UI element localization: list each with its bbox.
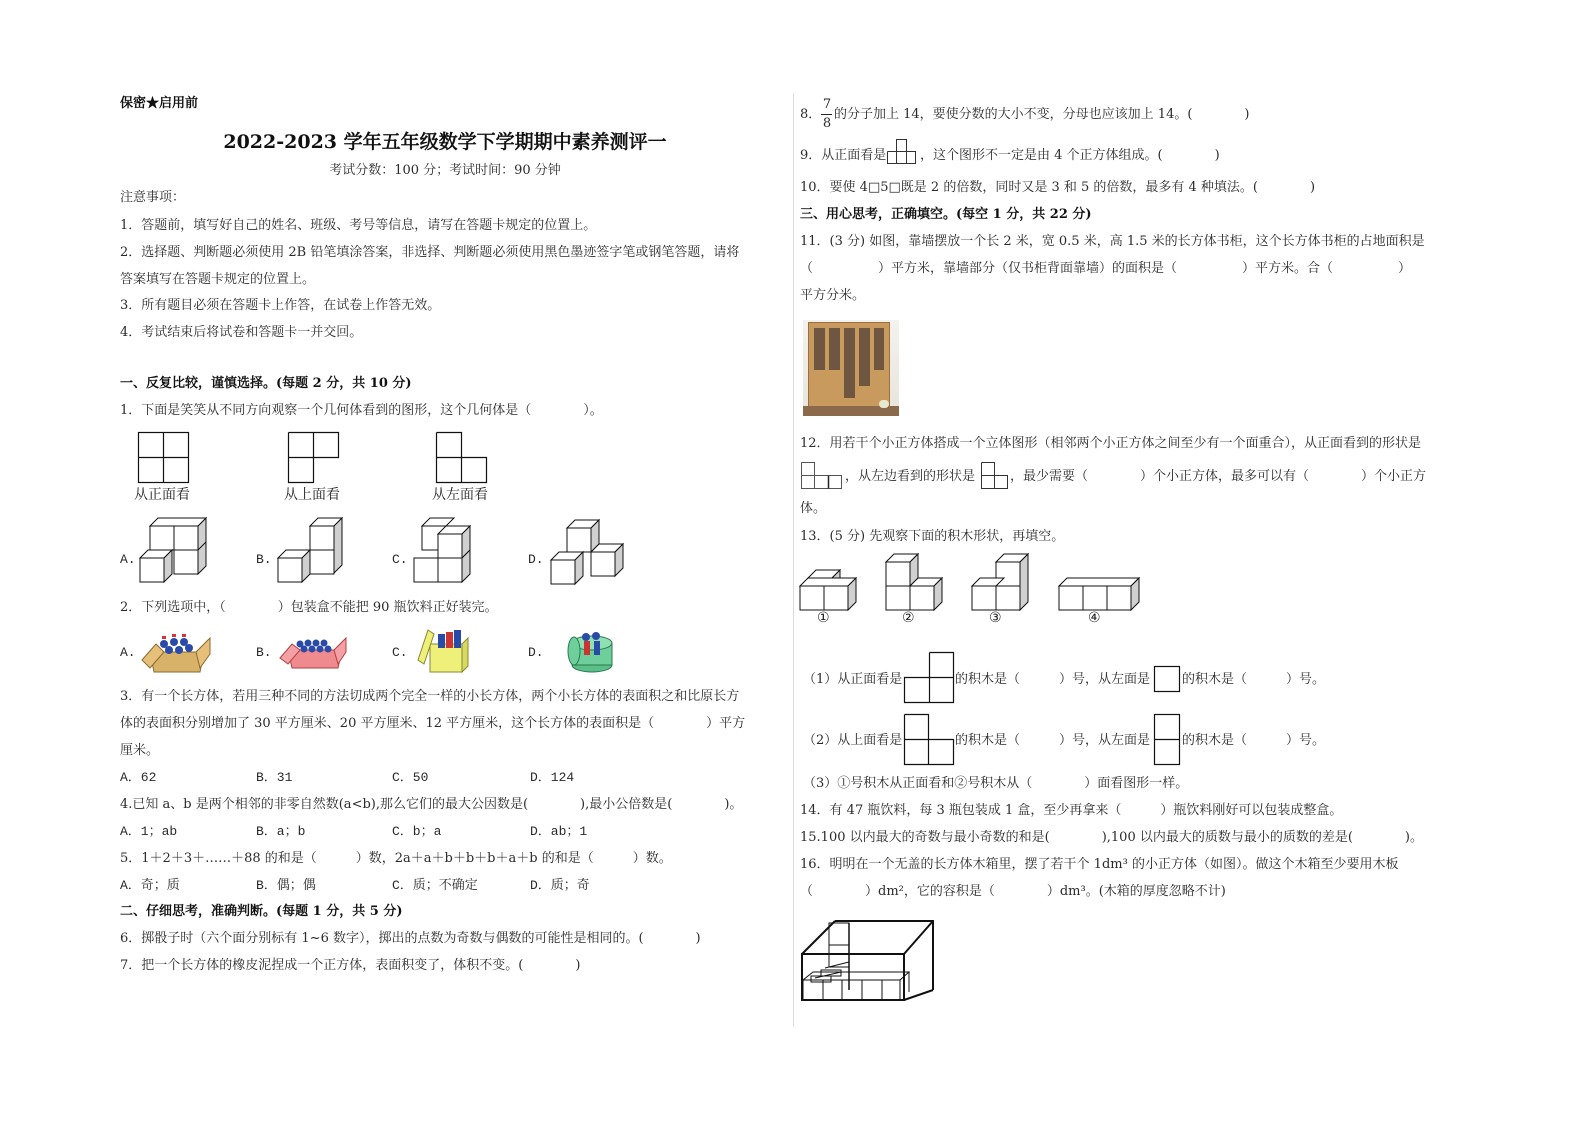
- q8-fraction-bar: [821, 114, 832, 115]
- q1-text: 1．下面是笑笑从不同方向观察一个几何体看到的图形，这个几何体是（ ）。: [120, 403, 603, 418]
- q2-option-c-box-image: [416, 626, 472, 674]
- q4-text: 4.已知 a、b 是两个相邻的非零自然数(a<b),那么它们的最大公因数是( ),最小公倍数是( )。: [120, 797, 743, 812]
- q8-denominator: 8: [822, 116, 832, 131]
- q1-option-c-label: C.: [392, 552, 408, 567]
- q5-text: 5．1＋2＋3＋……＋88 的和是（ ）数，2a＋a＋b＋b＋b＋a＋b 的和是（ ）数。: [120, 851, 672, 866]
- q3-option-b: B．31: [256, 770, 293, 785]
- q2-option-a-box-image: [142, 630, 212, 675]
- q14-text: 14．有 47 瓶饮料，每 3 瓶包装成 1 盒，至少再拿来（ ）瓶饮料刚好可以包装成整盒。: [800, 803, 1343, 818]
- q16-box-with-cubes-figure: [801, 920, 941, 1000]
- q13-sub1-left-figure: [1154, 666, 1182, 693]
- section1-heading: 一、反复比较，谨慎选择。(每题 2 分，共 10 分): [120, 376, 412, 391]
- q3-line2: 体的表面积分别增加了 30 平方厘米、20 平方厘米、12 平方厘米，这个长方体的表面积是（ ）平方: [120, 716, 746, 731]
- q1-option-b-cubes: [278, 525, 348, 587]
- q8-number: 8．: [800, 107, 822, 122]
- q2-option-a-label: A.: [120, 645, 136, 660]
- q13-figure-2-cubes: [886, 554, 946, 614]
- q13-sub1-front-figure: [904, 652, 956, 704]
- q13-figure-2-label: ②: [902, 610, 915, 626]
- q13-text: 13．(5 分) 先观察下面的积木形状，再填空。: [800, 529, 1065, 544]
- q13-sub2-top-figure: [904, 714, 956, 766]
- q13-sub2-c: 的积木是（ ）号。: [1182, 733, 1326, 748]
- q8-numerator: 7: [822, 97, 832, 112]
- q13-sub1-a: （1）从正面看是: [803, 672, 903, 687]
- q1-option-a-label: A.: [120, 552, 136, 567]
- notice-2: 2．选择题、判断题必须使用 2B 铅笔填涂答案，非选择、判断题必须使用黑色墨迹签字笔或钢笔答题，请将: [120, 245, 740, 260]
- q13-figure-4-cubes: [1059, 578, 1143, 612]
- q16-line2: （ ）dm²，它的容积是（ ）dm³。(木箱的厚度忽略不计): [800, 884, 1226, 899]
- q4-option-d: D．ab；1: [530, 824, 588, 839]
- q12-left-view-figure: [981, 462, 1009, 490]
- q12-front-view-figure: [801, 462, 843, 490]
- q9-front-view-figure: [887, 139, 917, 165]
- q2-option-c-label: C.: [392, 645, 408, 660]
- q12-tail: ，最少需要（ ）个小正方体，最多可以有（ ）个小正方: [1010, 469, 1427, 484]
- notice-heading: 注意事项：: [120, 190, 186, 205]
- q13-figure-1-cubes: [800, 570, 860, 612]
- notice-2-cont: 答案填写在答题卡规定的位置上。: [120, 272, 316, 287]
- q11-line1: 11．(3 分) 如图，靠墙摆放一个长 2 米，宽 0.5 米，高 1.5 米的长方体书柜，这个长方体书柜的占地面积是: [800, 234, 1425, 249]
- q13-sub2-a: （2）从上面看是: [803, 733, 903, 748]
- q13-sub1-c: 的积木是（ ）号。: [1182, 672, 1326, 687]
- q16-line1: 16．明明在一个无盖的长方体木箱里，摆了若干个 1dm³ 的小正方体（如图）。做这个木箱至少要用木板: [800, 857, 1399, 872]
- q8-text: 的分子加上 14，要使分数的大小不变，分母也应该加上 14。( ): [834, 107, 1250, 122]
- q3-option-d: D．124: [530, 770, 575, 785]
- q4-option-b: B．a；b: [256, 824, 306, 839]
- notice-4: 4．考试结束后将试卷和答题卡一并交回。: [120, 325, 363, 340]
- q13-sub1-b: 的积木是（ ）号，从左面是: [955, 672, 1151, 687]
- q13-figure-3-label: ③: [989, 610, 1002, 626]
- q11-line2: （ ）平方米，靠墙部分（仅书柜背面靠墙）的面积是（ ）平方米。合（ ）: [800, 261, 1412, 276]
- q5-option-d: D．质；奇: [530, 878, 590, 893]
- q1-option-b-label: B.: [256, 552, 272, 567]
- q6-text: 6．掷骰子时（六个面分别标有 1~6 数字），掷出的点数为奇数与偶数的可能性是相同的。( ): [120, 931, 701, 946]
- q3-option-c: C．50: [392, 770, 429, 785]
- section2-heading: 二、仔细思考，准确判断。(每题 1 分，共 5 分): [120, 904, 403, 919]
- q13-figure-3-cubes: [972, 554, 1032, 614]
- q5-option-a: A．奇；质: [120, 878, 180, 893]
- notice-1: 1．答题前，填写好自己的姓名、班级、考号等信息，请写在答题卡规定的位置上。: [120, 218, 597, 233]
- q1-option-c-cubes: [414, 525, 484, 587]
- q3-line1: 3．有一个长方体，若用三种不同的方法切成两个完全一样的小长方体，两个小长方体的表面积之和比原长方: [120, 689, 740, 704]
- q13-sub2-b: 的积木是（ ）号，从左面是: [955, 733, 1151, 748]
- q5-option-b: B．偶；偶: [256, 878, 316, 893]
- q15-text: 15.100 以内最大的奇数与最小奇数的和是( ),100 以内最大的质数与最小的质数的差是( )。: [800, 830, 1423, 845]
- page-title: 2022-2023 学年五年级数学下学期期中素养测评一: [223, 131, 667, 153]
- q7-text: 7．把一个长方体的橡皮泥捏成一个正方体，表面积变了，体积不变。( ): [120, 958, 581, 973]
- q12-line1: 12．用若干个小正方体搭成一个立体图形（相邻两个小正方体之间至少有一个面重合），从正面看到的形状是: [800, 436, 1422, 451]
- notice-3: 3．所有题目必须在答题卡上作答，在试卷上作答无效。: [120, 298, 441, 313]
- q3-option-a: A．62: [120, 770, 157, 785]
- section3-heading: 三、用心思考，正确填空。(每空 1 分，共 22 分): [800, 207, 1092, 222]
- exam-info: 考试分数：100 分；考试时间：90 分钟: [329, 163, 561, 178]
- q1-view-label-front: 从正面看: [134, 487, 190, 503]
- q1-top-view-figure: [288, 432, 340, 484]
- bookcase-image: [803, 320, 899, 416]
- q13-figure-1-label: ①: [817, 610, 830, 626]
- q2-option-b-label: B.: [256, 645, 272, 660]
- q1-view-label-top: 从上面看: [284, 487, 340, 503]
- q13-figure-4-label: ④: [1088, 610, 1101, 626]
- q12-mid: ，从左边看到的形状是: [845, 469, 976, 484]
- q12-line3: 体。: [800, 501, 827, 516]
- q1-option-a-cubes: [140, 525, 210, 587]
- q11-line3: 平方分米。: [800, 288, 866, 303]
- q1-front-view-figure: [138, 432, 190, 484]
- q1-option-d-cubes: [551, 520, 627, 590]
- q1-option-d-label: D.: [528, 552, 544, 567]
- q2-option-d-box-image: [566, 627, 616, 675]
- q9-prefix: 9．从正面看是: [800, 148, 887, 163]
- q1-left-view-figure: [436, 432, 488, 484]
- q2-text: 2．下列选项中，（ ）包装盒不能把 90 瓶饮料正好装完。: [120, 600, 498, 615]
- q3-line3: 厘米。: [120, 743, 160, 758]
- q2-option-b-box-image: [280, 632, 350, 672]
- q4-option-a: A．1；ab: [120, 824, 178, 839]
- q1-view-label-left: 从左面看: [432, 487, 488, 503]
- q5-option-c: C．质；不确定: [392, 878, 478, 893]
- q13-sub2-left-figure: [1154, 714, 1182, 766]
- column-divider: [793, 93, 794, 1027]
- q9-text: ，这个图形不一定是由 4 个正方体组成。( ): [920, 148, 1220, 163]
- q2-option-d-label: D.: [528, 645, 544, 660]
- q10-text: 10．要使 4□5□既是 2 的倍数，同时又是 3 和 5 的倍数，最多有 4 种填法。( ): [800, 180, 1316, 195]
- q4-option-c: C．b；a: [392, 824, 442, 839]
- q13-sub3: （3）①号积木从正面看和②号积木从（ ）面看图形一样。: [803, 776, 1189, 791]
- confidential-label: 保密★启用前: [120, 96, 199, 111]
